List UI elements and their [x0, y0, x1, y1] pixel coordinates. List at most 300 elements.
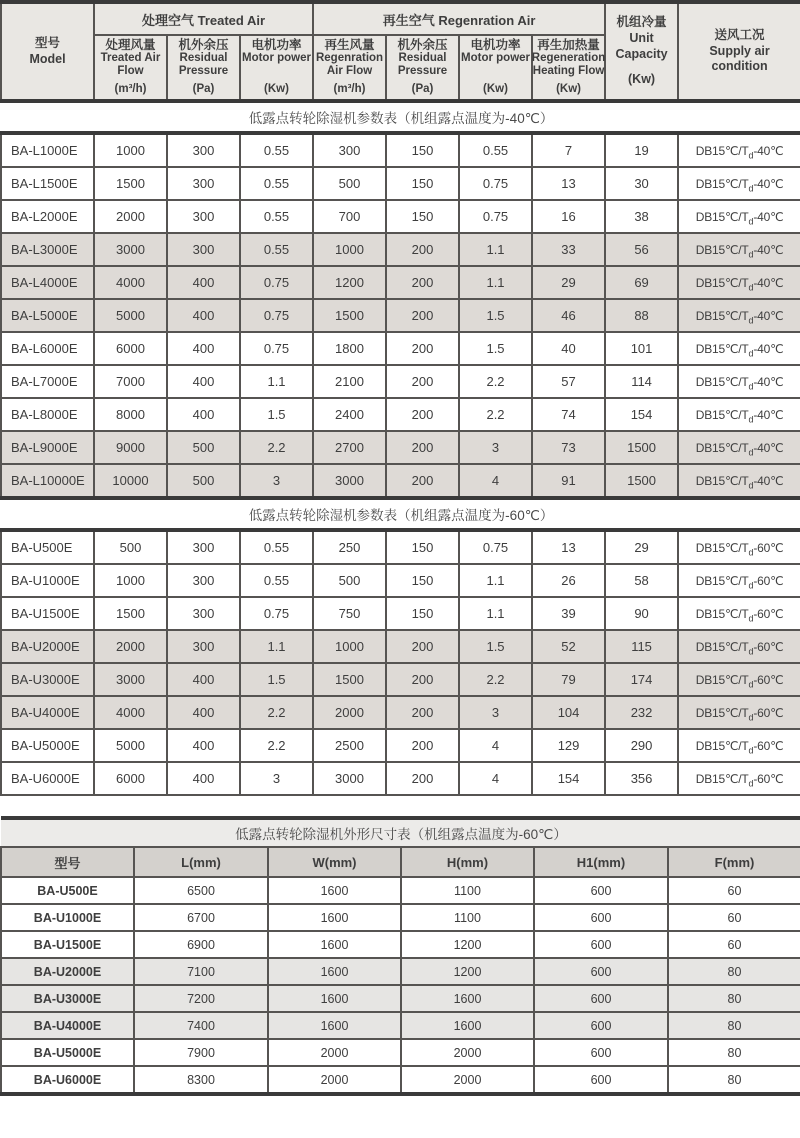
supply-condition-cell: $DB15℃/T_d-60℃$ [678, 530, 800, 564]
value-cell: 1.5 [240, 398, 313, 431]
value-cell: 0.55 [240, 233, 313, 266]
value-cell: 500 [167, 464, 240, 498]
dimension-table [0, 816, 800, 1096]
value-cell: 200 [386, 233, 459, 266]
value-cell: 300 [167, 167, 240, 200]
value-cell: 0.55 [240, 167, 313, 200]
dim-col-header-model: 型号 [1, 847, 134, 877]
sub-col-en: Motor power [461, 52, 531, 64]
spec-table-row [1, 365, 800, 398]
spec-table-row [1, 398, 800, 431]
value-cell: 1.1 [240, 630, 313, 663]
supply-condition-cell: $DB15℃/T_d-60℃$ [678, 564, 800, 597]
value-cell: 2.2 [240, 696, 313, 729]
value-cell: 200 [386, 431, 459, 464]
value-cell: 150 [386, 564, 459, 597]
value-cell: 8000 [94, 398, 167, 431]
value-cell: 200 [386, 762, 459, 795]
sub-col-zh: 再生加热量 [537, 38, 600, 52]
value-cell: 1.5 [240, 663, 313, 696]
value-cell: 150 [386, 597, 459, 630]
value-cell: 30 [605, 167, 678, 200]
value-cell: 80 [668, 1012, 800, 1039]
value-cell: 400 [167, 696, 240, 729]
value-cell: 16 [532, 200, 605, 233]
model-cell: BA-U500E [1, 530, 94, 564]
value-cell: 1200 [313, 266, 386, 299]
value-cell: 2.2 [240, 431, 313, 464]
dimension-table-row [1, 958, 800, 985]
value-cell: 300 [167, 133, 240, 167]
value-cell: 58 [605, 564, 678, 597]
value-cell: 0.55 [240, 564, 313, 597]
value-cell: 150 [386, 530, 459, 564]
model-cell: BA-L5000E [1, 299, 94, 332]
supply-condition-cell: $DB15℃/T_d-60℃$ [678, 630, 800, 663]
value-cell: 0.75 [240, 597, 313, 630]
value-cell: 0.55 [459, 133, 532, 167]
value-cell: 400 [167, 729, 240, 762]
value-cell: 88 [605, 299, 678, 332]
sub-col-en: Treated Air Flow [100, 52, 161, 77]
dimension-table-title: 低露点转轮除湿机外形尺寸表（机组露点温度为-60℃） [1, 818, 800, 847]
dimension-table-row [1, 931, 800, 958]
sub-col-unit: (m³/h) [333, 83, 366, 96]
value-cell: 700 [313, 200, 386, 233]
value-cell: 39 [532, 597, 605, 630]
value-cell: 4 [459, 464, 532, 498]
model-cell: BA-L4000E [1, 266, 94, 299]
model-cell: BA-L9000E [1, 431, 94, 464]
spec-table-row [1, 233, 800, 266]
value-cell: 600 [534, 1066, 668, 1094]
value-cell: 2700 [313, 431, 386, 464]
supply-zh: 送风工况 [714, 28, 765, 43]
value-cell: 1500 [313, 663, 386, 696]
value-cell: 1.1 [459, 597, 532, 630]
section-title-row [1, 101, 800, 133]
model-cell: BA-U1500E [1, 931, 134, 958]
value-cell: 1200 [401, 958, 534, 985]
value-cell: 1600 [401, 985, 534, 1012]
value-cell: 7000 [94, 365, 167, 398]
model-cell: BA-U6000E [1, 762, 94, 795]
value-cell: 3000 [313, 762, 386, 795]
table-gap [0, 796, 800, 816]
sub-col-en: Residual Pressure [397, 52, 448, 77]
spec-table-row [1, 464, 800, 498]
supply-condition-cell: $DB15℃/T_d-40℃$ [678, 332, 800, 365]
model-cell: BA-U5000E [1, 729, 94, 762]
col-header-motor-power-2 [459, 35, 532, 101]
sub-col-unit: (Kw) [264, 83, 289, 96]
sub-col-zh: 机外余压 [178, 38, 229, 52]
sub-col-en: Regenration Air Flow [315, 52, 384, 77]
sub-col-zh: 再生风量 [324, 38, 375, 52]
spec-table-row [1, 200, 800, 233]
spec-table-row [1, 299, 800, 332]
model-cell: BA-L10000E [1, 464, 94, 498]
value-cell: 1.5 [459, 630, 532, 663]
model-cell: BA-U3000E [1, 985, 134, 1012]
value-cell: 1.5 [459, 332, 532, 365]
value-cell: 2.2 [459, 663, 532, 696]
model-cell: BA-L7000E [1, 365, 94, 398]
value-cell: 5000 [94, 729, 167, 762]
value-cell: 2.2 [459, 398, 532, 431]
spec-table-row [1, 431, 800, 464]
unit-capacity-unit: (Kw) [628, 72, 656, 87]
value-cell: 3 [459, 431, 532, 464]
value-cell: 56 [605, 233, 678, 266]
supply-condition-cell: $DB15℃/T_d-60℃$ [678, 696, 800, 729]
supply-condition-cell: $DB15℃/T_d-60℃$ [678, 762, 800, 795]
value-cell: 1600 [268, 1012, 401, 1039]
value-cell: 114 [605, 365, 678, 398]
value-cell: 1000 [313, 630, 386, 663]
value-cell: 101 [605, 332, 678, 365]
value-cell: 150 [386, 133, 459, 167]
model-cell: BA-U6000E [1, 1066, 134, 1094]
sub-col-zh: 电机功率 [470, 38, 521, 52]
value-cell: 154 [532, 762, 605, 795]
value-cell: 1600 [268, 985, 401, 1012]
value-cell: 0.55 [240, 200, 313, 233]
value-cell: 1600 [268, 904, 401, 931]
value-cell: 1600 [401, 1012, 534, 1039]
value-cell: 1.5 [459, 299, 532, 332]
value-cell: 2000 [401, 1066, 534, 1094]
value-cell: 250 [313, 530, 386, 564]
model-cell: BA-U2000E [1, 958, 134, 985]
value-cell: 115 [605, 630, 678, 663]
value-cell: 104 [532, 696, 605, 729]
supply-condition-cell: $DB15℃/T_d-40℃$ [678, 133, 800, 167]
sub-col-zh: 电机功率 [251, 38, 302, 52]
sub-col-unit: (Pa) [192, 83, 215, 96]
value-cell: 200 [386, 398, 459, 431]
spec-table-row [1, 696, 800, 729]
value-cell: 300 [167, 564, 240, 597]
treated-air-zh: 处理空气 [141, 12, 194, 28]
value-cell: 4000 [94, 696, 167, 729]
value-cell: 80 [668, 1039, 800, 1066]
value-cell: 40 [532, 332, 605, 365]
value-cell: 400 [167, 299, 240, 332]
value-cell: 300 [167, 630, 240, 663]
regen-air-en: Regenration Air [438, 12, 536, 28]
section-title: 低露点转轮除湿机参数表（机组露点温度为-40℃） [1, 101, 800, 133]
sub-col-en: Residual Pressure [178, 52, 229, 77]
spec-table-body [1, 101, 800, 795]
value-cell: 60 [668, 931, 800, 958]
model-header-zh: 型号 [34, 35, 60, 50]
value-cell: 3000 [313, 464, 386, 498]
section-title-row [1, 498, 800, 530]
col-header-model [1, 2, 94, 101]
dimension-table-row [1, 877, 800, 904]
spec-table-row [1, 597, 800, 630]
model-cell: BA-L2000E [1, 200, 94, 233]
value-cell: 29 [532, 266, 605, 299]
value-cell: 1500 [605, 431, 678, 464]
value-cell: 600 [534, 904, 668, 931]
value-cell: 1500 [94, 597, 167, 630]
value-cell: 33 [532, 233, 605, 266]
dim-col-header-w: W(mm) [268, 847, 401, 877]
model-cell: BA-U1000E [1, 904, 134, 931]
value-cell: 1500 [313, 299, 386, 332]
value-cell: 19 [605, 133, 678, 167]
value-cell: 7100 [134, 958, 268, 985]
value-cell: 1800 [313, 332, 386, 365]
sub-col-unit: (Pa) [411, 83, 434, 96]
spec-table-row [1, 762, 800, 795]
value-cell: 400 [167, 332, 240, 365]
group-header-regen-air [313, 2, 605, 35]
value-cell: 60 [668, 877, 800, 904]
value-cell: 400 [167, 762, 240, 795]
col-header-unit-capacity [605, 2, 678, 101]
value-cell: 1600 [268, 877, 401, 904]
value-cell: 74 [532, 398, 605, 431]
model-cell: BA-L6000E [1, 332, 94, 365]
sub-col-zh: 机外余压 [397, 38, 448, 52]
value-cell: 2.2 [459, 365, 532, 398]
spec-table-row [1, 266, 800, 299]
value-cell: 7900 [134, 1039, 268, 1066]
value-cell: 0.75 [240, 299, 313, 332]
value-cell: 7400 [134, 1012, 268, 1039]
value-cell: 1000 [94, 564, 167, 597]
value-cell: 80 [668, 1066, 800, 1094]
value-cell: 0.55 [240, 530, 313, 564]
model-cell: BA-U500E [1, 877, 134, 904]
supply-condition-cell: $DB15℃/T_d-60℃$ [678, 729, 800, 762]
value-cell: 79 [532, 663, 605, 696]
spec-table-row [1, 564, 800, 597]
dim-col-header-h: H(mm) [401, 847, 534, 877]
value-cell: 6900 [134, 931, 268, 958]
value-cell: 200 [386, 266, 459, 299]
sub-col-en: Regeneration Heating Flow [531, 52, 606, 77]
value-cell: 1600 [268, 931, 401, 958]
value-cell: 6700 [134, 904, 268, 931]
spec-table-row [1, 630, 800, 663]
value-cell: 2400 [313, 398, 386, 431]
value-cell: 1.1 [240, 365, 313, 398]
value-cell: 91 [532, 464, 605, 498]
group-header-treated-air [94, 2, 313, 35]
value-cell: 6500 [134, 877, 268, 904]
value-cell: 0.75 [240, 266, 313, 299]
value-cell: 300 [313, 133, 386, 167]
value-cell: 2000 [268, 1066, 401, 1094]
dimension-table-row [1, 1066, 800, 1094]
model-cell: BA-U4000E [1, 1012, 134, 1039]
value-cell: 200 [386, 299, 459, 332]
spec-table-row [1, 663, 800, 696]
model-cell: BA-U2000E [1, 630, 94, 663]
dimension-table-row [1, 904, 800, 931]
value-cell: 3 [240, 762, 313, 795]
supply-condition-cell: $DB15℃/T_d-60℃$ [678, 597, 800, 630]
sub-col-en: Motor power [242, 52, 311, 64]
value-cell: 7 [532, 133, 605, 167]
value-cell: 6000 [94, 762, 167, 795]
sub-col-unit: (Kw) [556, 83, 581, 96]
value-cell: 600 [534, 985, 668, 1012]
value-cell: 356 [605, 762, 678, 795]
col-header-supply-condition [678, 2, 800, 101]
value-cell: 500 [313, 564, 386, 597]
value-cell: 3000 [94, 233, 167, 266]
value-cell: 174 [605, 663, 678, 696]
unit-capacity-zh: 机组冷量 [616, 15, 667, 30]
value-cell: 9000 [94, 431, 167, 464]
value-cell: 200 [386, 365, 459, 398]
value-cell: 7200 [134, 985, 268, 1012]
value-cell: 0.75 [459, 200, 532, 233]
value-cell: 200 [386, 630, 459, 663]
value-cell: 300 [167, 200, 240, 233]
value-cell: 3000 [94, 663, 167, 696]
value-cell: 1000 [94, 133, 167, 167]
col-header-residual-pressure-2 [386, 35, 459, 101]
value-cell: 2000 [313, 696, 386, 729]
value-cell: 1.1 [459, 233, 532, 266]
value-cell: 1100 [401, 877, 534, 904]
value-cell: 2.2 [240, 729, 313, 762]
value-cell: 26 [532, 564, 605, 597]
value-cell: 1100 [401, 904, 534, 931]
section-title: 低露点转轮除湿机参数表（机组露点温度为-60℃） [1, 498, 800, 530]
value-cell: 52 [532, 630, 605, 663]
treated-air-en: Treated Air [197, 12, 266, 28]
value-cell: 300 [167, 233, 240, 266]
value-cell: 2000 [94, 200, 167, 233]
value-cell: 13 [532, 530, 605, 564]
value-cell: 300 [167, 597, 240, 630]
dim-col-header-f: F(mm) [668, 847, 800, 877]
value-cell: 80 [668, 985, 800, 1012]
value-cell: 200 [386, 663, 459, 696]
spec-table-row [1, 729, 800, 762]
value-cell: 150 [386, 200, 459, 233]
model-cell: BA-L8000E [1, 398, 94, 431]
value-cell: 200 [386, 729, 459, 762]
supply-condition-cell: $DB15℃/T_d-40℃$ [678, 431, 800, 464]
model-header-en: Model [29, 51, 66, 66]
value-cell: 38 [605, 200, 678, 233]
col-header-regen-air-flow [313, 35, 386, 101]
value-cell: 750 [313, 597, 386, 630]
supply-condition-cell: $DB15℃/T_d-60℃$ [678, 663, 800, 696]
supply-condition-cell: $DB15℃/T_d-40℃$ [678, 365, 800, 398]
value-cell: 500 [167, 431, 240, 464]
sub-col-unit: (Kw) [483, 83, 508, 96]
value-cell: 600 [534, 958, 668, 985]
value-cell: 46 [532, 299, 605, 332]
value-cell: 57 [532, 365, 605, 398]
dimension-table-row [1, 1012, 800, 1039]
value-cell: 2100 [313, 365, 386, 398]
value-cell: 200 [386, 332, 459, 365]
value-cell: 0.55 [240, 133, 313, 167]
value-cell: 1500 [94, 167, 167, 200]
value-cell: 600 [534, 877, 668, 904]
value-cell: 0.75 [459, 530, 532, 564]
value-cell: 400 [167, 398, 240, 431]
dimension-table-row [1, 985, 800, 1012]
value-cell: 1.1 [459, 266, 532, 299]
value-cell: 400 [167, 663, 240, 696]
regen-air-zh: 再生空气 [382, 12, 435, 28]
spec-table-row [1, 332, 800, 365]
value-cell: 400 [167, 365, 240, 398]
value-cell: 400 [167, 266, 240, 299]
unit-capacity-en: Unit Capacity [615, 30, 668, 61]
model-cell: BA-U4000E [1, 696, 94, 729]
value-cell: 1000 [313, 233, 386, 266]
value-cell: 200 [386, 464, 459, 498]
supply-condition-cell: $DB15℃/T_d-40℃$ [678, 299, 800, 332]
model-cell: BA-U1500E [1, 597, 94, 630]
value-cell: 8300 [134, 1066, 268, 1094]
col-header-regen-heating [532, 35, 605, 101]
dimension-table-body [1, 818, 800, 1094]
value-cell: 5000 [94, 299, 167, 332]
value-cell: 60 [668, 904, 800, 931]
col-header-residual-pressure-1 [167, 35, 240, 101]
supply-condition-cell: $DB15℃/T_d-40℃$ [678, 233, 800, 266]
col-header-treated-air-flow [94, 35, 167, 101]
value-cell: 500 [313, 167, 386, 200]
sub-col-unit: (m³/h) [114, 83, 147, 96]
value-cell: 600 [534, 931, 668, 958]
value-cell: 6000 [94, 332, 167, 365]
spec-table-row [1, 167, 800, 200]
value-cell: 600 [534, 1039, 668, 1066]
value-cell: 300 [167, 530, 240, 564]
value-cell: 1.1 [459, 564, 532, 597]
supply-en: Supply air condition [709, 43, 770, 74]
value-cell: 290 [605, 729, 678, 762]
spec-table-row [1, 133, 800, 167]
supply-condition-cell: $DB15℃/T_d-40℃$ [678, 266, 800, 299]
value-cell: 29 [605, 530, 678, 564]
value-cell: 150 [386, 167, 459, 200]
value-cell: 2000 [268, 1039, 401, 1066]
value-cell: 2000 [401, 1039, 534, 1066]
value-cell: 73 [532, 431, 605, 464]
value-cell: 90 [605, 597, 678, 630]
value-cell: 3 [459, 696, 532, 729]
value-cell: 3 [240, 464, 313, 498]
col-header-motor-power-1 [240, 35, 313, 101]
model-cell: BA-U1000E [1, 564, 94, 597]
supply-condition-cell: $DB15℃/T_d-40℃$ [678, 200, 800, 233]
value-cell: 200 [386, 696, 459, 729]
dimension-table-row [1, 1039, 800, 1066]
value-cell: 4 [459, 762, 532, 795]
dim-col-header-l: L(mm) [134, 847, 268, 877]
supply-condition-cell: $DB15℃/T_d-40℃$ [678, 464, 800, 498]
value-cell: 13 [532, 167, 605, 200]
dimension-table-header [1, 847, 800, 877]
value-cell: 600 [534, 1012, 668, 1039]
value-cell: 1200 [401, 931, 534, 958]
